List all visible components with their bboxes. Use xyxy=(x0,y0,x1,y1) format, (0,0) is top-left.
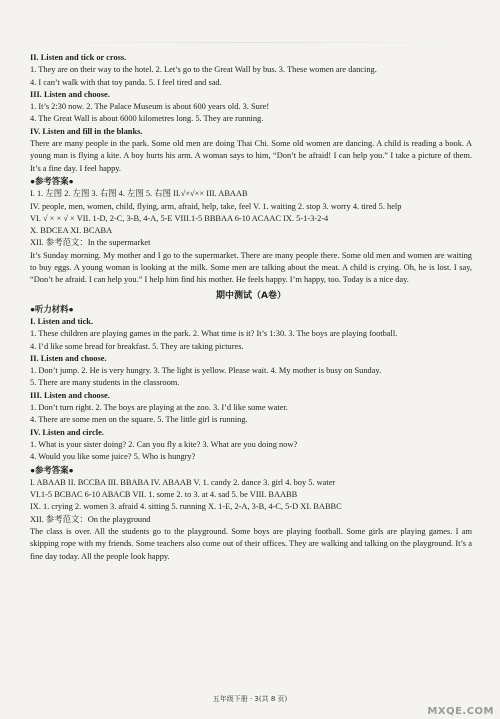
answer-key-block-2 xyxy=(30,477,472,526)
material2-line: 4. There are some men on the square. 5. The little girl is running. xyxy=(30,415,248,425)
material-line: II. Listen and tick or cross. xyxy=(30,53,127,62)
material2-line: 1. Don’t jump. 2. He is very hungry. 3. The light is yellow. Please wait. 4. My mother is busy on Sunday. xyxy=(30,366,382,376)
material2-line: 4. I’d like some bread for breakfast. 5. They are taking pictures. xyxy=(30,341,244,351)
material-line: 1. They are on their way to the hotel. 2. Let’s go to the Great Wall by bus. 3. These women are dancing. xyxy=(30,65,377,75)
material2-line: I. Listen and tick. xyxy=(30,316,94,326)
answer-key-block-1 xyxy=(30,188,472,249)
material-line: 4. I can’t walk with that toy panda. 5. I feel tired and sad. xyxy=(30,77,222,87)
answer2-line: I. ABAAB II. BCCBA III. BBABA IV. ABAAB V. 1. candy 2. dance 3. girl 4. boy 5. water xyxy=(30,477,336,487)
material2-line: III. Listen and choose. xyxy=(30,390,110,400)
answer-line: I. 1. 左图 2. 左图 3. 右图 4. 左图 5. 右图 II.√×√×× III. ABAAB xyxy=(30,189,248,199)
material2-line: 5. There are many students in the classroom. xyxy=(30,378,180,388)
materials-heading: ●听力材料● xyxy=(30,304,74,314)
answer2-line: VI.1-5 BCBAC 6-10 ABACB VII. 1. some 2. to 3. at 4. sad 5. be VIII. BAABB xyxy=(30,490,298,500)
watermark-logo: MXQE.COM xyxy=(427,706,494,717)
answers-heading-1: ●参考答案● xyxy=(30,176,74,186)
material2-line: 1. Don’t turn right. 2. The boys are playing at the zoo. 3. I’d like some water. xyxy=(30,403,288,413)
material2-line: II. Listen and choose. xyxy=(30,353,107,363)
listening-material-block-2 xyxy=(30,316,472,464)
material-line: 1. It’s 2:30 now. 2. The Palace Museum is about 600 years old. 3. Sure! xyxy=(30,102,270,112)
material-line: IV. Listen and fill in the blanks. xyxy=(30,126,143,136)
paragraph-playground: The class is over. All the students go to the playground. Some boys are playing football. Some girls are playing games. I am skipping rope with my friends. Some teachers also come out of their offices. They are walking and talking on the playground. It’s a fine day today. All the people look happy. xyxy=(30,526,472,561)
paragraph-supermarket: It’s Sunday morning. My mother and I go to the supermarket. There are many people there. Some old men and women are waiting to buy eggs. A young woman is looking at the milk. Some men are talking about the meat. A child is crying. Oh, he is lost. I say, “Don’t be afraid. I can help you.” I help him find his mother. He feels happy. I’m happy, too. Today is a nice day. xyxy=(30,250,472,285)
page-footer: 五年级下册 · 3(共 8 页) xyxy=(212,695,288,703)
answer-line: XII. 参考范文：In the supermarket xyxy=(30,238,151,248)
paragraph-park: There are many people in the park. Some old men are doing Thai Chi. Some old women are dancing. A child is reading a book. A young man is flying a kite. A boy hurts his arm. A woman says to him, “Don’t be afraid! I can help you.” I take a picture of them. It’s a fine day. I feel happy. xyxy=(30,139,472,173)
answer2-line: IX. 1. crying 2. women 3. afraid 4. sitting 5. running X. 1-E, 2-A, 3-B, 4-C, 5-D XI. BABBC xyxy=(30,502,342,512)
answers-heading-2: ●参考答案● xyxy=(30,465,74,475)
answer-line: IV. people, men, women, child, flying, arm, afraid, help, take, feel V. 1. waiting 2. stop 3. worry 4. tired 5. help xyxy=(30,201,402,211)
material-line: 4. The Great Wall is about 6000 kilometres long. 5. They are running. xyxy=(30,114,264,124)
answer-line: X. BDCEA XI. BCABA xyxy=(30,226,113,236)
material2-line: 1. What is your sister doing? 2. Can you fly a kite? 3. What are you doing now? xyxy=(30,439,298,449)
answer-line: VI. √ × × √ × VII. 1-D, 2-C, 3-B, 4-A, 5-E VIII.1-5 BBBAA 6-10 ACAAC IX. 5-1-3-2-4 xyxy=(30,213,329,223)
section-title: 期中测试（A卷） xyxy=(216,290,286,301)
material2-line: 4. Would you like some juice? 5. Who is hungry? xyxy=(30,452,196,462)
answer2-line: XII. 参考范文：On the playground xyxy=(30,514,151,524)
listening-material-block xyxy=(30,52,472,138)
material2-line: IV. Listen and circle. xyxy=(30,427,104,437)
material2-line: 1. These children are playing games in the park. 2. What time is it? It’s 1:30. 3. The boys are playing football. xyxy=(30,329,398,339)
material-line: III. Listen and choose. xyxy=(30,89,110,99)
